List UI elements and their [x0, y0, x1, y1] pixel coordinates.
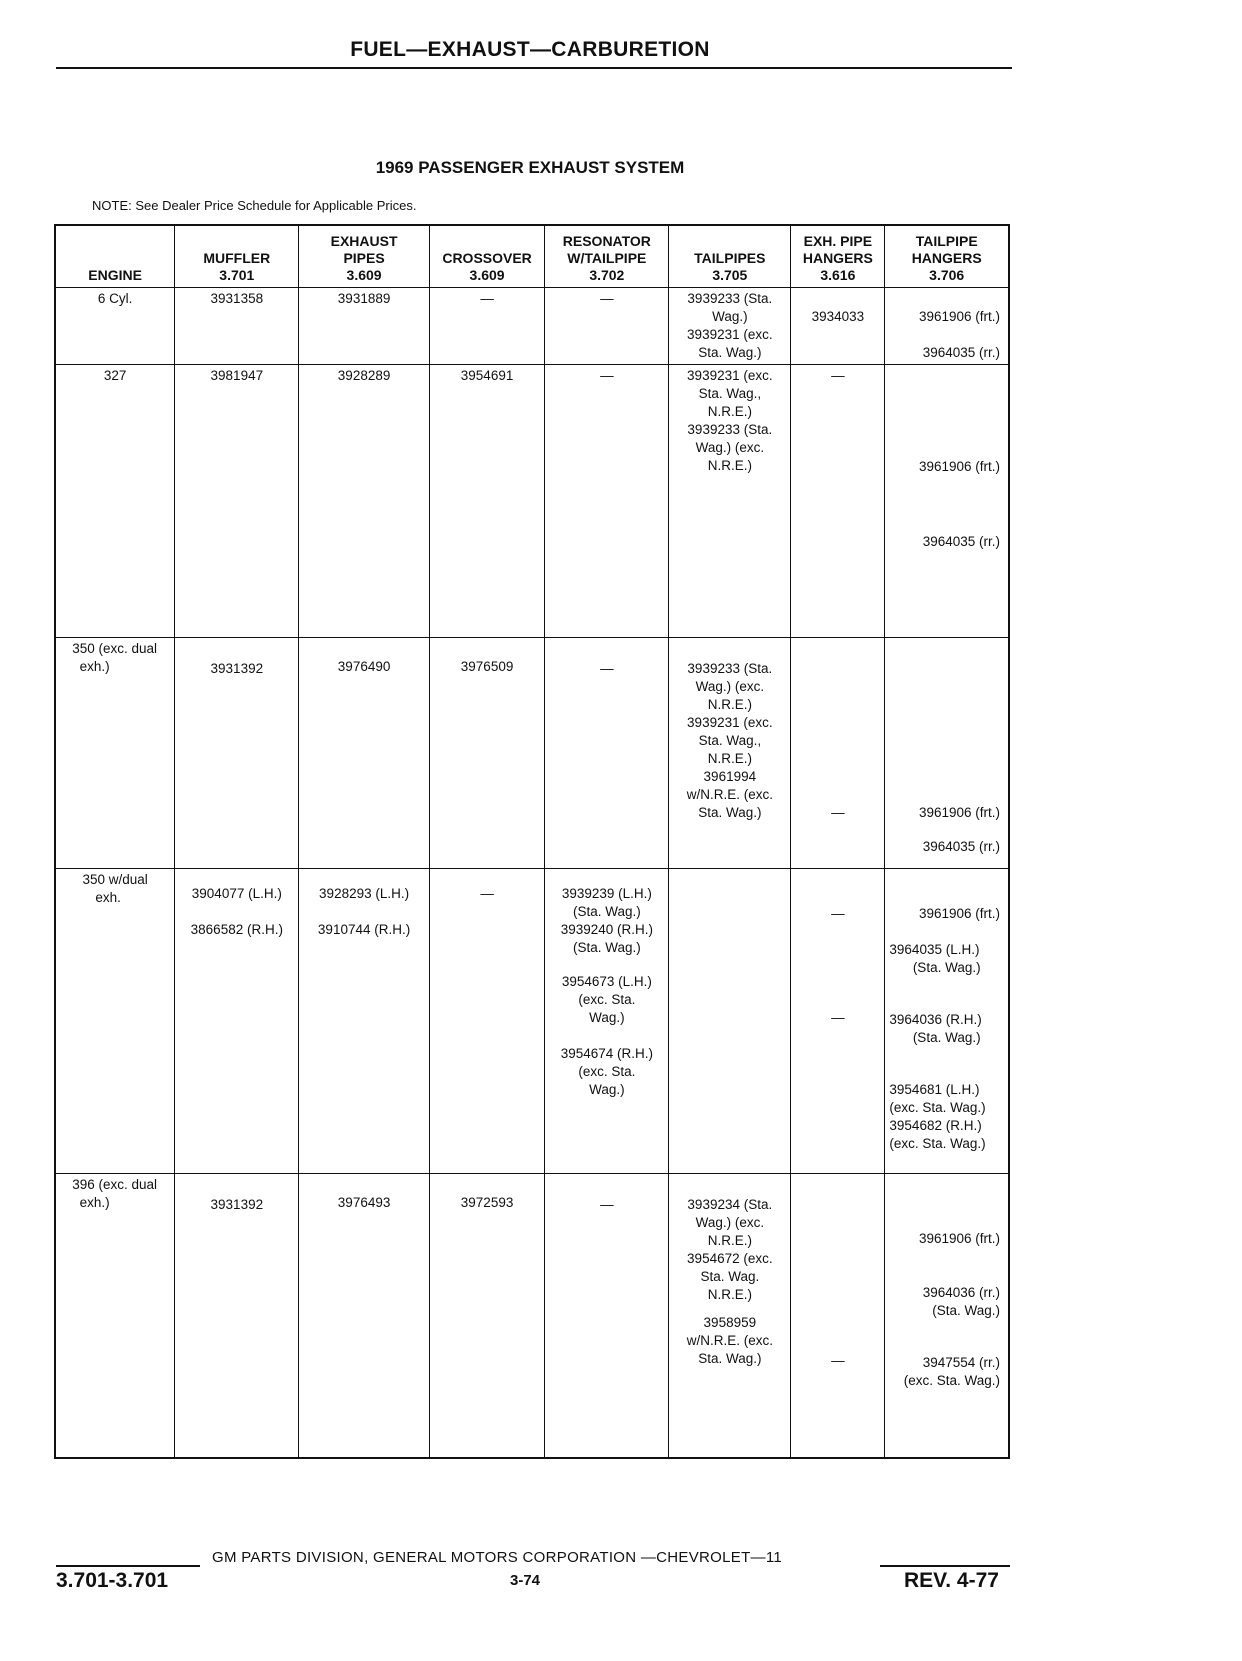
engine-cell: 6 Cyl.	[55, 287, 175, 364]
muffler-cell: 3931392	[175, 637, 299, 868]
footer-division: GM PARTS DIVISION, GENERAL MOTORS CORPORATION —CHEVROLET—11	[212, 1549, 783, 1566]
exhaust-pipes-cell: 3928293 (L.H.) 3910744 (R.H.)	[299, 868, 429, 1173]
crossover-cell: —	[429, 868, 545, 1173]
exh-pipe-hangers-cell: — —	[791, 868, 885, 1173]
crossover-cell: 3976509	[429, 637, 545, 868]
tailpipes-cell: 3939231 (exc. Sta. Wag., N.R.E.) 3939233 (Sta. Wag.) (exc. N.R.E.)	[669, 364, 791, 637]
footer-rule-left	[56, 1565, 200, 1567]
header-rule	[56, 67, 1012, 69]
table-title: 1969 PASSENGER EXHAUST SYSTEM	[375, 158, 685, 177]
tailpipe-hangers-cell: 3961906 (frt.) 3964035 (rr.)	[885, 287, 1009, 364]
column-header-exh-pipe-hangers: EXH. PIPE HANGERS 3.616	[791, 225, 885, 287]
table-header-row	[55, 225, 1009, 287]
column-header-tailpipes: TAILPIPES 3.705	[669, 225, 791, 287]
table-row	[55, 364, 1009, 637]
table-row	[55, 1173, 1009, 1458]
exh-pipe-hangers-cell: —	[791, 364, 885, 637]
crossover-cell: 3954691	[429, 364, 545, 637]
muffler-cell: 3931392	[175, 1173, 299, 1458]
table-row	[55, 287, 1009, 364]
exhaust-pipes-cell: 3928289	[299, 364, 429, 637]
tailpipe-hangers-cell: 3961906 (frt.) 3964035 (rr.)	[885, 637, 1009, 868]
exh-pipe-hangers-cell: —	[791, 637, 885, 868]
tailpipes-cell: 3939234 (Sta. Wag.) (exc. N.R.E.) 3954672 (exc. Sta. Wag. N.R.E.) 3958959 w/N.R.E. (exc. Sta. Wag.)	[669, 1173, 791, 1458]
engine-cell: 327	[55, 364, 175, 637]
exhaust-pipes-cell: 3976490	[299, 637, 429, 868]
muffler-cell: 3904077 (L.H.) 3866582 (R.H.)	[175, 868, 299, 1173]
exhaust-parts-table	[54, 224, 1010, 1459]
resonator-cell: —	[545, 364, 669, 637]
footer-section-code: 3.701-3.701	[56, 1569, 169, 1592]
tailpipes-cell	[669, 868, 791, 1173]
column-header-muffler: MUFFLER 3.701	[175, 225, 299, 287]
exhaust-pipes-cell: 3976493	[299, 1173, 429, 1458]
exh-pipe-hangers-cell: —	[791, 1173, 885, 1458]
page-header-title: FUEL—EXHAUST—CARBURETION	[350, 38, 710, 61]
resonator-cell: 3939239 (L.H.) (Sta. Wag.) 3939240 (R.H.) (Sta. Wag.) 3954673 (L.H.) (exc. Sta. Wag.) 3954674 (R.H.) (exc. Sta. Wag.)	[545, 868, 669, 1173]
engine-cell: 350 (exc. dual exh.)	[55, 637, 175, 868]
resonator-cell: —	[545, 287, 669, 364]
column-header-exhaust-pipes: EXHAUST PIPES 3.609	[299, 225, 429, 287]
price-note: NOTE: See Dealer Price Schedule for Applicable Prices.	[92, 198, 417, 213]
table-row	[55, 637, 1009, 868]
column-header-crossover: CROSSOVER 3.609	[429, 225, 545, 287]
column-header-resonator: RESONATOR W/TAILPIPE 3.702	[545, 225, 669, 287]
parts-table-container	[54, 224, 1010, 1459]
footer-page-number: 3-74	[510, 1572, 541, 1589]
exhaust-pipes-cell: 3931889	[299, 287, 429, 364]
footer-rule-right	[880, 1565, 1010, 1567]
resonator-cell: —	[545, 637, 669, 868]
column-header-engine: ENGINE	[55, 225, 175, 287]
exh-pipe-hangers-cell: 3934033	[791, 287, 885, 364]
table-row	[55, 868, 1009, 1173]
resonator-cell: —	[545, 1173, 669, 1458]
tailpipe-hangers-cell: 3961906 (frt.) 3964035 (L.H.) (Sta. Wag.) 3964036 (R.H.) (Sta. Wag.) 3954681 (L.H.) (exc. Sta. Wag.) 3954682 (R.H.) (exc. Sta. Wag.)	[885, 868, 1009, 1173]
crossover-cell: 3972593	[429, 1173, 545, 1458]
tailpipes-cell: 3939233 (Sta. Wag.) (exc. N.R.E.) 3939231 (exc. Sta. Wag., N.R.E.) 3961994 w/N.R.E. (exc. Sta. Wag.)	[669, 637, 791, 868]
muffler-cell: 3931358	[175, 287, 299, 364]
footer-revision: REV. 4-77	[904, 1569, 999, 1592]
engine-cell: 396 (exc. dual exh.)	[55, 1173, 175, 1458]
tailpipes-cell: 3939233 (Sta. Wag.) 3939231 (exc. Sta. Wag.)	[669, 287, 791, 364]
crossover-cell: —	[429, 287, 545, 364]
engine-cell: 350 w/dual exh.	[55, 868, 175, 1173]
tailpipe-hangers-cell: 3961906 (frt.) 3964035 (rr.)	[885, 364, 1009, 637]
column-header-tailpipe-hangers: TAILPIPE HANGERS 3.706	[885, 225, 1009, 287]
muffler-cell: 3981947	[175, 364, 299, 637]
tailpipe-hangers-cell: 3961906 (frt.) 3964036 (rr.) (Sta. Wag.) 3947554 (rr.) (exc. Sta. Wag.)	[885, 1173, 1009, 1458]
